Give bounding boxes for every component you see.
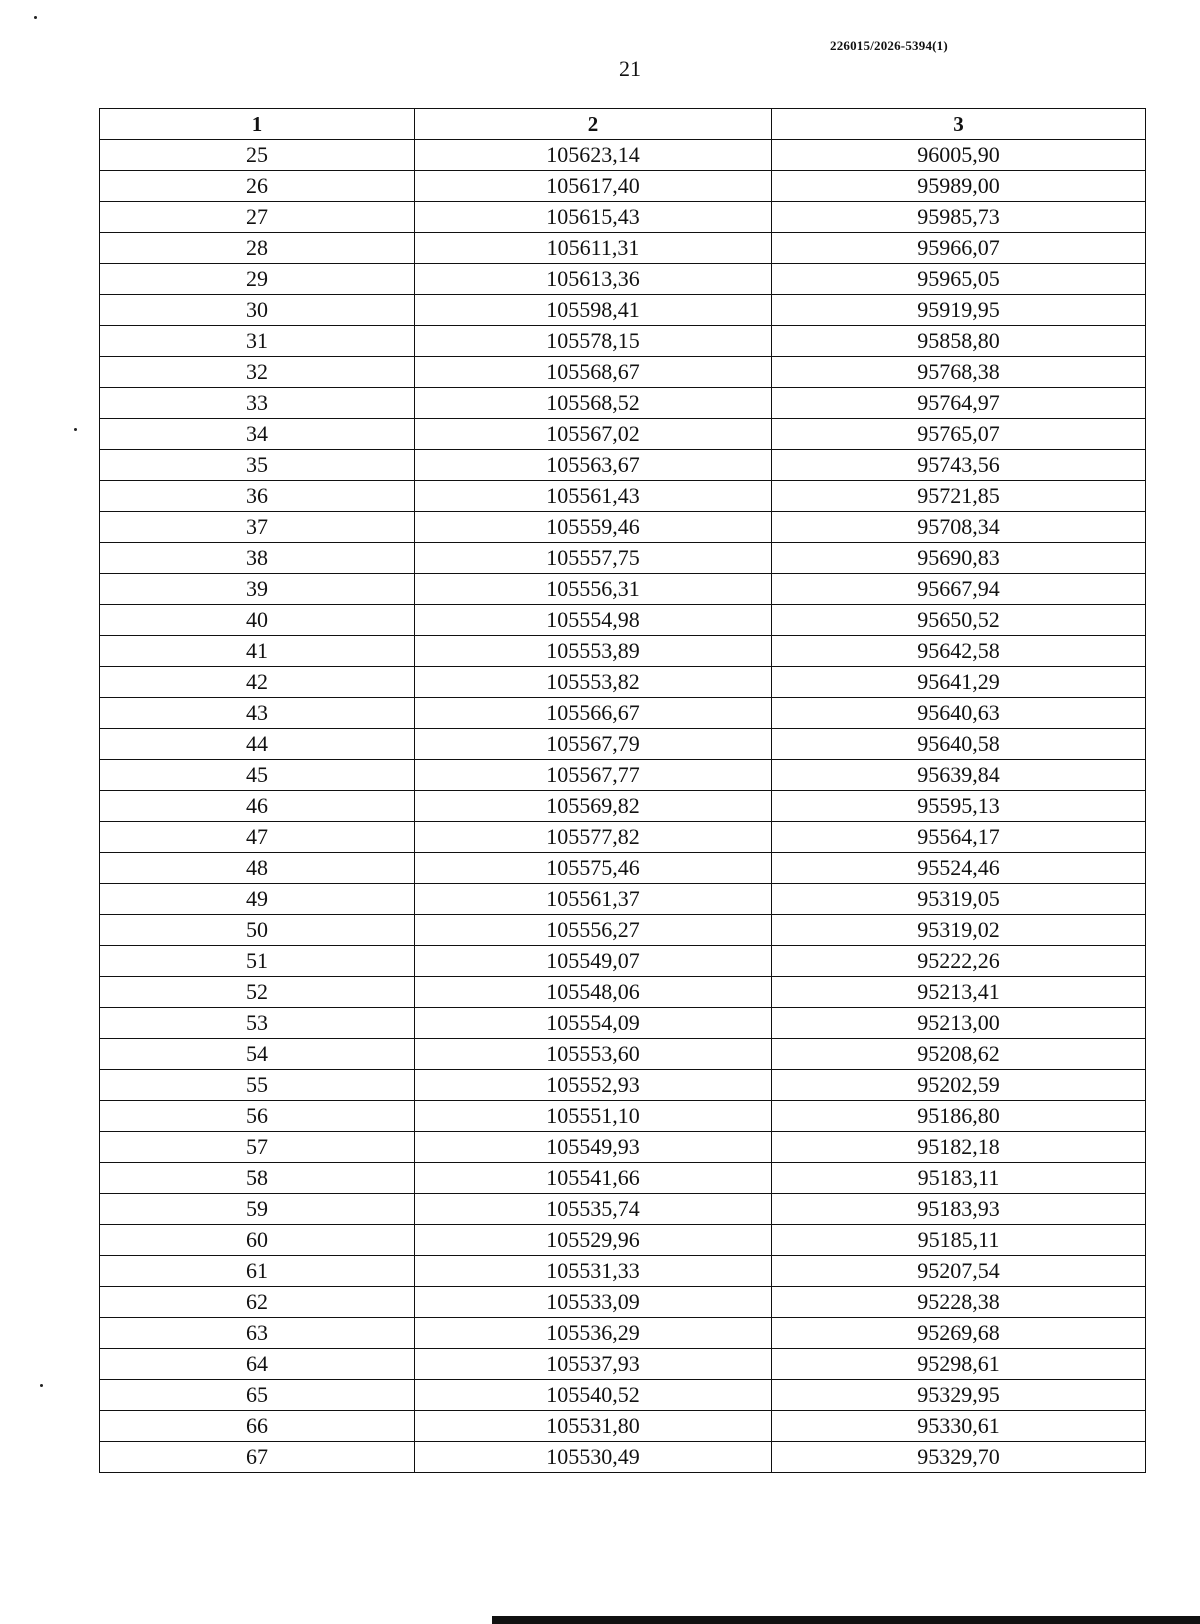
point-number-cell: 55 [100, 1070, 415, 1101]
table-row [100, 1008, 1146, 1039]
table-row [100, 698, 1146, 729]
table-row [100, 1070, 1146, 1101]
coordinate-x-cell: 105561,37 [415, 884, 772, 915]
point-number-cell: 44 [100, 729, 415, 760]
document-reference-number: 226015/2026-5394(1) [830, 38, 948, 53]
coordinate-x-cell: 105615,43 [415, 202, 772, 233]
coordinate-x-cell: 105533,09 [415, 1287, 772, 1318]
coordinate-x-cell: 105568,52 [415, 388, 772, 419]
coordinate-y-cell: 95708,34 [772, 512, 1146, 543]
coordinate-y-cell: 95185,11 [772, 1225, 1146, 1256]
coordinate-y-cell: 95330,61 [772, 1411, 1146, 1442]
coordinate-x-cell: 105575,46 [415, 853, 772, 884]
table-row [100, 1163, 1146, 1194]
coordinate-x-cell: 105529,96 [415, 1225, 772, 1256]
point-number-cell: 52 [100, 977, 415, 1008]
point-number-cell: 66 [100, 1411, 415, 1442]
coordinate-x-cell: 105553,89 [415, 636, 772, 667]
table-row [100, 977, 1146, 1008]
point-number-cell: 54 [100, 1039, 415, 1070]
table-row [100, 1411, 1146, 1442]
table-row [100, 636, 1146, 667]
table-row [100, 543, 1146, 574]
table-row [100, 1318, 1146, 1349]
point-number-cell: 29 [100, 264, 415, 295]
coordinate-x-cell: 105553,82 [415, 667, 772, 698]
point-number-cell: 57 [100, 1132, 415, 1163]
table-row [100, 605, 1146, 636]
coordinate-y-cell: 95329,95 [772, 1380, 1146, 1411]
coordinate-y-cell: 95764,97 [772, 388, 1146, 419]
table-row [100, 171, 1146, 202]
table-body [100, 140, 1146, 1473]
coordinate-y-cell: 95919,95 [772, 295, 1146, 326]
table-row [100, 822, 1146, 853]
point-number-cell: 40 [100, 605, 415, 636]
coordinate-y-cell: 95595,13 [772, 791, 1146, 822]
table-row [100, 1225, 1146, 1256]
point-number-cell: 26 [100, 171, 415, 202]
coordinate-x-cell: 105549,93 [415, 1132, 772, 1163]
coordinate-x-cell: 105613,36 [415, 264, 772, 295]
coordinate-y-cell: 95207,54 [772, 1256, 1146, 1287]
table-row [100, 202, 1146, 233]
point-number-cell: 45 [100, 760, 415, 791]
coordinate-y-cell: 95319,05 [772, 884, 1146, 915]
coordinate-x-cell: 105568,67 [415, 357, 772, 388]
coordinate-x-cell: 105623,14 [415, 140, 772, 171]
point-number-cell: 36 [100, 481, 415, 512]
table-row [100, 419, 1146, 450]
point-number-cell: 39 [100, 574, 415, 605]
table-row [100, 1132, 1146, 1163]
point-number-cell: 33 [100, 388, 415, 419]
table-row [100, 791, 1146, 822]
coordinate-y-cell: 95858,80 [772, 326, 1146, 357]
coordinate-y-cell: 96005,90 [772, 140, 1146, 171]
point-number-cell: 61 [100, 1256, 415, 1287]
column-header-2: 2 [415, 109, 772, 140]
point-number-cell: 50 [100, 915, 415, 946]
table-row [100, 357, 1146, 388]
coordinate-y-cell: 95743,56 [772, 450, 1146, 481]
table-row [100, 667, 1146, 698]
coordinate-x-cell: 105537,93 [415, 1349, 772, 1380]
coordinate-y-cell: 95329,70 [772, 1442, 1146, 1473]
table-row [100, 388, 1146, 419]
scan-edge-bar [492, 1616, 1200, 1624]
point-number-cell: 51 [100, 946, 415, 977]
coordinate-x-cell: 105535,74 [415, 1194, 772, 1225]
coordinates-table [99, 108, 1146, 1473]
coordinate-x-cell: 105551,10 [415, 1101, 772, 1132]
point-number-cell: 30 [100, 295, 415, 326]
point-number-cell: 32 [100, 357, 415, 388]
coordinate-y-cell: 95640,63 [772, 698, 1146, 729]
coordinate-y-cell: 95650,52 [772, 605, 1146, 636]
coordinate-y-cell: 95208,62 [772, 1039, 1146, 1070]
coordinate-y-cell: 95966,07 [772, 233, 1146, 264]
coordinate-y-cell: 95641,29 [772, 667, 1146, 698]
point-number-cell: 35 [100, 450, 415, 481]
point-number-cell: 60 [100, 1225, 415, 1256]
coordinate-x-cell: 105567,77 [415, 760, 772, 791]
coordinate-y-cell: 95640,58 [772, 729, 1146, 760]
coordinate-y-cell: 95182,18 [772, 1132, 1146, 1163]
scan-speck [40, 1384, 43, 1387]
coordinate-x-cell: 105557,75 [415, 543, 772, 574]
table-row [100, 264, 1146, 295]
coordinate-x-cell: 105567,02 [415, 419, 772, 450]
coordinate-y-cell: 95183,93 [772, 1194, 1146, 1225]
point-number-cell: 63 [100, 1318, 415, 1349]
coordinate-x-cell: 105554,98 [415, 605, 772, 636]
coordinate-x-cell: 105559,46 [415, 512, 772, 543]
coordinate-x-cell: 105577,82 [415, 822, 772, 853]
point-number-cell: 28 [100, 233, 415, 264]
coordinate-y-cell: 95690,83 [772, 543, 1146, 574]
coordinate-x-cell: 105553,60 [415, 1039, 772, 1070]
point-number-cell: 53 [100, 1008, 415, 1039]
coordinate-y-cell: 95639,84 [772, 760, 1146, 791]
table-row [100, 481, 1146, 512]
coordinate-x-cell: 105554,09 [415, 1008, 772, 1039]
table-row [100, 853, 1146, 884]
coordinate-y-cell: 95202,59 [772, 1070, 1146, 1101]
table-row [100, 512, 1146, 543]
coordinate-x-cell: 105566,67 [415, 698, 772, 729]
table-row [100, 729, 1146, 760]
coordinate-y-cell: 95765,07 [772, 419, 1146, 450]
point-number-cell: 46 [100, 791, 415, 822]
coordinate-x-cell: 105541,66 [415, 1163, 772, 1194]
table-row [100, 295, 1146, 326]
coordinate-y-cell: 95721,85 [772, 481, 1146, 512]
table-row [100, 1101, 1146, 1132]
coordinate-y-cell: 95213,41 [772, 977, 1146, 1008]
coordinate-x-cell: 105563,67 [415, 450, 772, 481]
coordinate-x-cell: 105561,43 [415, 481, 772, 512]
point-number-cell: 27 [100, 202, 415, 233]
coordinate-y-cell: 95667,94 [772, 574, 1146, 605]
column-header-1: 1 [100, 109, 415, 140]
table-header-row [100, 109, 1146, 140]
coordinate-y-cell: 95319,02 [772, 915, 1146, 946]
coordinate-x-cell: 105530,49 [415, 1442, 772, 1473]
coordinate-x-cell: 105540,52 [415, 1380, 772, 1411]
page-number: 21 [619, 56, 641, 81]
table-row [100, 1442, 1146, 1473]
table-row [100, 1256, 1146, 1287]
table-row [100, 1194, 1146, 1225]
table-row [100, 233, 1146, 264]
coordinate-x-cell: 105556,31 [415, 574, 772, 605]
coordinate-y-cell: 95183,11 [772, 1163, 1146, 1194]
column-header-3: 3 [772, 109, 1146, 140]
point-number-cell: 48 [100, 853, 415, 884]
table-row [100, 326, 1146, 357]
point-number-cell: 67 [100, 1442, 415, 1473]
coordinate-y-cell: 95989,00 [772, 171, 1146, 202]
coordinate-x-cell: 105578,15 [415, 326, 772, 357]
coordinate-y-cell: 95965,05 [772, 264, 1146, 295]
table-row [100, 1039, 1146, 1070]
coordinate-y-cell: 95298,61 [772, 1349, 1146, 1380]
point-number-cell: 62 [100, 1287, 415, 1318]
coordinate-y-cell: 95985,73 [772, 202, 1146, 233]
coordinate-y-cell: 95768,38 [772, 357, 1146, 388]
point-number-cell: 41 [100, 636, 415, 667]
coordinate-x-cell: 105617,40 [415, 171, 772, 202]
point-number-cell: 31 [100, 326, 415, 357]
coordinate-x-cell: 105569,82 [415, 791, 772, 822]
coordinate-y-cell: 95228,38 [772, 1287, 1146, 1318]
coordinate-y-cell: 95564,17 [772, 822, 1146, 853]
point-number-cell: 25 [100, 140, 415, 171]
coordinate-y-cell: 95524,46 [772, 853, 1146, 884]
coordinate-x-cell: 105531,33 [415, 1256, 772, 1287]
table-row [100, 760, 1146, 791]
coordinate-x-cell: 105549,07 [415, 946, 772, 977]
point-number-cell: 34 [100, 419, 415, 450]
scan-speck [74, 428, 77, 431]
table-row [100, 1287, 1146, 1318]
coordinate-y-cell: 95222,26 [772, 946, 1146, 977]
table-row [100, 140, 1146, 171]
table-row [100, 884, 1146, 915]
scan-speck [34, 16, 37, 19]
point-number-cell: 42 [100, 667, 415, 698]
coordinate-x-cell: 105548,06 [415, 977, 772, 1008]
coordinate-x-cell: 105567,79 [415, 729, 772, 760]
coordinate-x-cell: 105552,93 [415, 1070, 772, 1101]
point-number-cell: 56 [100, 1101, 415, 1132]
table-row [100, 450, 1146, 481]
point-number-cell: 59 [100, 1194, 415, 1225]
coordinate-y-cell: 95269,68 [772, 1318, 1146, 1349]
coordinate-x-cell: 105598,41 [415, 295, 772, 326]
table-row [100, 574, 1146, 605]
coordinate-x-cell: 105531,80 [415, 1411, 772, 1442]
coordinate-y-cell: 95186,80 [772, 1101, 1146, 1132]
table-row [100, 1380, 1146, 1411]
point-number-cell: 47 [100, 822, 415, 853]
point-number-cell: 38 [100, 543, 415, 574]
table-row [100, 946, 1146, 977]
point-number-cell: 64 [100, 1349, 415, 1380]
coordinate-y-cell: 95642,58 [772, 636, 1146, 667]
coordinate-x-cell: 105556,27 [415, 915, 772, 946]
point-number-cell: 37 [100, 512, 415, 543]
point-number-cell: 49 [100, 884, 415, 915]
coordinate-y-cell: 95213,00 [772, 1008, 1146, 1039]
table-row [100, 1349, 1146, 1380]
point-number-cell: 58 [100, 1163, 415, 1194]
point-number-cell: 43 [100, 698, 415, 729]
coordinate-x-cell: 105611,31 [415, 233, 772, 264]
coordinate-x-cell: 105536,29 [415, 1318, 772, 1349]
point-number-cell: 65 [100, 1380, 415, 1411]
table-row [100, 915, 1146, 946]
